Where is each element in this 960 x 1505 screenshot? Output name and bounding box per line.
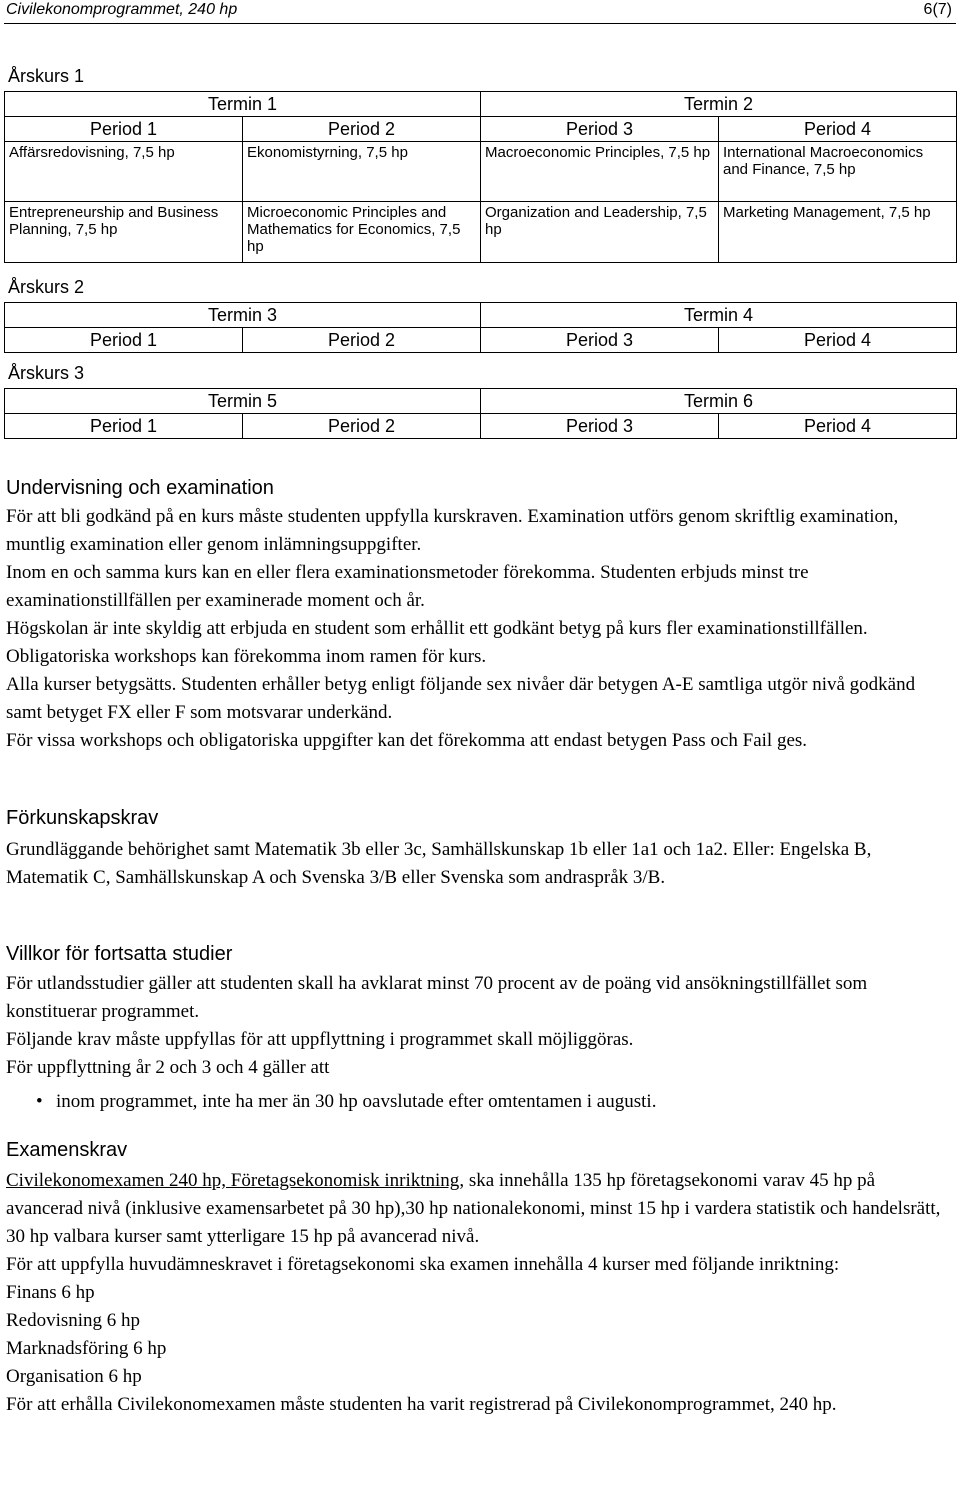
bullet-item [6,1088,952,1116]
course-cell: Organization and Leadership, 7,5 hp [481,202,719,263]
section-body-examenskrav [6,1167,952,1419]
course-cell: Marketing Management, 7,5 hp [719,202,957,263]
period-cell: Period 1 [5,328,243,353]
header-title: Civilekonomprogrammet, 240 hp [6,1,238,18]
term-cell: Termin 1 [5,92,481,117]
schedule-table-year-3 [4,388,957,439]
bullet-text: inom programmet, inte ha mer än 30 hp oavslutade efter omtentamen i augusti. [56,1091,657,1112]
period-cell: Period 2 [243,328,481,353]
period-cell: Period 3 [481,328,719,353]
year-heading: Årskurs 1 [8,66,85,86]
period-cell: Period 4 [719,414,957,439]
page-header [4,0,956,24]
year-heading: Årskurs 3 [8,363,85,383]
term-cell: Termin 5 [5,389,481,414]
bullet-dot: • [36,1091,43,1112]
paragraph: Alla kurser betygsätts. Studenten erhåller betyg enligt följande sex nivåer där betygen A-E samtliga utgör nivå godkänd samt betyget FX eller F som motsvarar underkänd. [6,674,916,723]
period-cell: Period 3 [481,117,719,142]
section-heading: Undervisning och examination [6,477,274,499]
section-body-villkor [6,970,952,1116]
paragraph: För att uppfylla huvudämneskravet i företagsekonomi ska examen innehålla 4 kurser med följande inriktning: [6,1254,840,1275]
schedule-table-year-2 [4,302,957,353]
period-cell: Period 4 [719,328,957,353]
paragraph: För vissa workshops och obligatoriska uppgifter kan det förekomma att endast betygen Pass och Fail ges. [6,730,808,751]
paragraph: Följande krav måste uppfyllas för att uppflyttning i programmet skall möjliggöras. [6,1029,634,1050]
term-cell: Termin 4 [481,303,957,328]
section-heading: Examenskrav [6,1139,128,1161]
period-cell: Period 2 [243,414,481,439]
list-line: Organisation 6 hp [6,1366,142,1387]
period-cell: Period 1 [5,117,243,142]
list-line: Marknadsföring 6 hp [6,1338,167,1359]
term-cell: Termin 2 [481,92,957,117]
section-body-forkunskapskrav [6,836,952,892]
section-heading: Villkor för fortsatta studier [6,943,233,965]
paragraph: Inom en och samma kurs kan en eller flera examinationsmetoder förekomma. Studenten erbjuds minst tre examinationstillfällen per examinerade moment och år. [6,562,809,611]
period-cell: Period 1 [5,414,243,439]
term-cell: Termin 6 [481,389,957,414]
period-cell: Period 2 [243,117,481,142]
schedule-table-year-1 [4,91,957,263]
course-cell: International Macroeconomics and Finance, 7,5 hp [719,142,957,202]
paragraph: För att erhålla Civilekonomexamen måste studenten ha varit registrerad på Civilekonomprogrammet, 240 hp. [6,1394,837,1415]
paragraph: För uppflyttning år 2 och 3 och 4 gäller att [6,1057,330,1078]
paragraph: För att bli godkänd på en kurs måste studenten uppfylla kurskraven. Examination utförs genom skriftlig examination, muntlig examination eller genom inlämningsuppgifter. [6,506,899,555]
section-heading: Förkunskapskrav [6,807,159,829]
course-cell: Ekonomistyrning, 7,5 hp [243,142,481,202]
course-cell: Entrepreneurship and Business Planning, 7,5 hp [5,202,243,263]
paragraph: För utlandsstudier gäller att studenten skall ha avklarat minst 70 procent av de poäng vid ansökningstillfället som konstituerar programmet. [6,973,868,1022]
paragraph: Grundläggande behörighet samt Matematik 3b eller 3c, Samhällskunskap 1b eller 1a1 och 1a2. Eller: Engelska B, Matematik C, Samhällskunskap A och Svenska 3/B eller Svenska som andraspråk 3/B. [6,839,872,888]
course-cell: Affärsredovisning, 7,5 hp [5,142,243,202]
paragraph: Högskolan är inte skyldig att erbjuda en student som erhållit ett godkänt betyg på kurs fler examinationstillfällen. Obligatoriska workshops kan förekomma inom ramen för kurs. [6,618,868,667]
list-line: Finans 6 hp [6,1282,95,1303]
course-cell: Microeconomic Principles and Mathematics for Economics, 7,5 hp [243,202,481,263]
term-cell: Termin 3 [5,303,481,328]
year-heading: Årskurs 2 [8,277,85,297]
section-body-undervisning [6,503,952,755]
period-cell: Period 3 [481,414,719,439]
degree-requirements: , ska innehålla 135 hp företagsekonomi varav 45 hp på avancerad nivå (inklusive examensarbetet på 30 hp),30 hp nationalekonomi, minst 15 hp i vardera statistik och handelsrätt, 30 hp valbara kurser samt ytterligare 15 hp på avancerad nivå. [6,1170,941,1247]
degree-title: Civilekonomexamen 240 hp, Företagsekonomisk inriktning [6,1170,460,1191]
period-cell: Period 4 [719,117,957,142]
paragraph [6,1167,952,1251]
list-line: Redovisning 6 hp [6,1310,141,1331]
course-cell: Macroeconomic Principles, 7,5 hp [481,142,719,202]
page-number: 6(7) [923,1,952,18]
